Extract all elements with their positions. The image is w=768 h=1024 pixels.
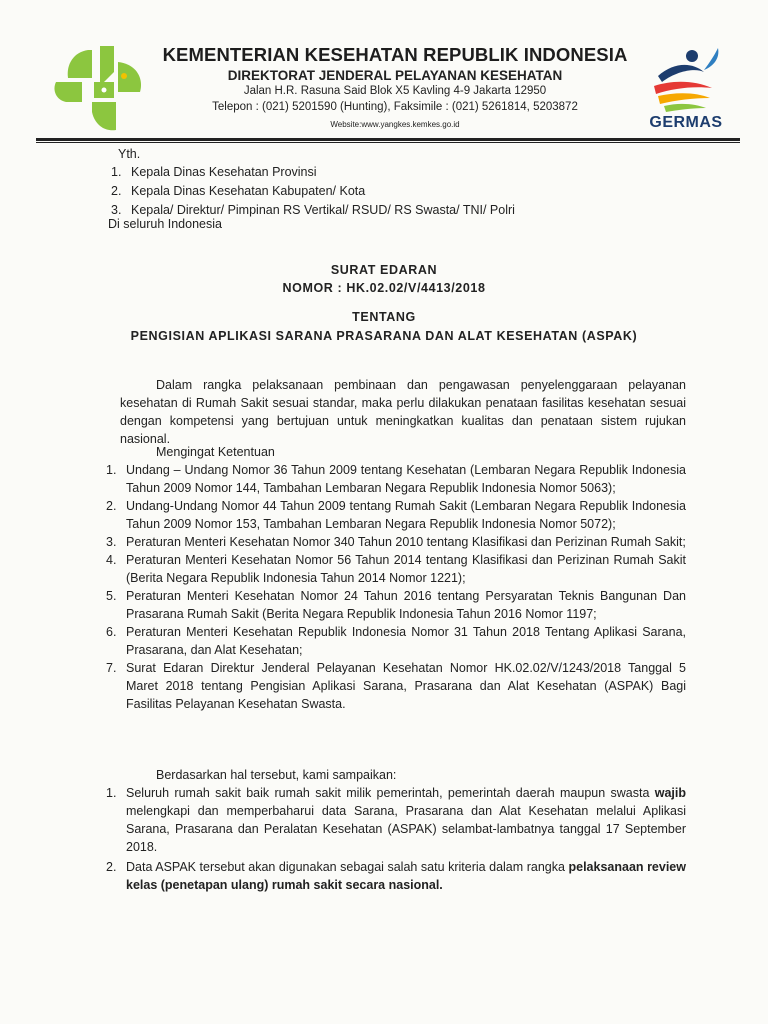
list-item: 1. Seluruh rumah sakit baik rumah sakit milik pemerintah, pemerintah daerah maupun swasta wajib melengkapi dan memperbaharui data Sarana, Prasarana dan Alat Kesehatan melalui Aplikasi Sarana, Prasarana dan Peralatan Kesehatan (ASPAK) selambat-lambatnya tanggal 17 September 2018. [106,786,686,854]
doc-number: NOMOR : HK.02.02/V/4413/2018 [282,281,486,295]
list-item: 1. Kepala Dinas Kesehatan Provinsi [111,165,317,179]
addressee-location: Di seluruh Indonesia [108,217,222,231]
salutation: Yth. [118,147,141,161]
list-item: 7. Surat Edaran Direktur Jenderal Pelayanan Kesehatan Nomor HK.02.02/V/1243/2018 Tanggal 5 Maret 2018 tentang Pengisian Aplikasi Sarana, Prasarana dan Alat Kesehatan (ASPAK) Bagi Fasilitas Pelayanan Kesehatan Swasta. [106,661,686,711]
list-item: 5. Peraturan Menteri Kesehatan Nomor 24 Tahun 2016 tentang Persyaratan Teknis Bangunan Dan Prasarana Rumah Sakit (Berita Negara Republik Indonesia Tahun 2016 Nomor 1197; [106,589,686,621]
directorate-name: DIREKTORAT JENDERAL PELAYANAN KESEHATAN [227,68,563,83]
office-website: Website:www.yangkes.kemkes.go.id [330,120,460,129]
list-item: 2. Kepala Dinas Kesehatan Kabupaten/ Kota [111,184,366,198]
office-address: Jalan H.R. Rasuna Said Blok X5 Kavling 4-9 Jakarta 12950 [243,85,547,97]
kemkes-logo [52,42,148,134]
addressee-list [111,163,671,220]
intro-paragraph: Dalam rangka pelaksanaan pembinaan dan pengawasan penyelenggaraan pelayanan kesehatan di Rumah Sakit sesuai standar, maka perlu dilakukan penataan fasilitas kesehatan sesuai dengan kompetensi yang bertujuan untuk meningkatkan kualitas dan penataan sistem rujukan nasional. [120,378,686,446]
list-item: 2. Undang-Undang Nomor 44 Tahun 2009 tentang Rumah Sakit (Lembaran Negara Republik Indonesia Tahun 2009 Nomor 153, Tambahan Lembaran Negara Republik Indonesia Nomor 5072); [106,499,686,531]
letterhead-rule-thin [36,142,740,143]
letterhead [150,44,640,131]
list-item: 4. Peraturan Menteri Kesehatan Nomor 56 Tahun 2014 tentang Klasifikasi dan Perizinan Rumah Sakit (Berita Negara Republik Indonesia Tahun 2014 Nomor 1221); [106,553,686,585]
based-label: Berdasarkan hal tersebut, kami sampaikan: [156,768,397,782]
doc-about: TENTANG [352,310,416,324]
list-item: 2. Data ASPAK tersebut akan digunakan sebagai salah satu kriteria dalam rangka pelaksanaan review kelas (penetapan ulang) rumah sakit secara nasional. [106,860,686,892]
considering-label: Mengingat Ketentuan [156,445,275,459]
doc-type: SURAT EDARAN [330,263,438,277]
office-phone: Telepon : (021) 5201590 (Hunting), Faksimile : (021) 5261814, 5203872 [212,101,578,113]
list-item: 3. Kepala/ Direktur/ Pimpinan RS Vertikal/ RSUD/ RS Swasta/ TNI/ Polri [111,203,515,217]
doc-subject: PENGISIAN APLIKASI SARANA PRASARANA DAN ALAT KESEHATAN (ASPAK) [130,329,638,343]
ministry-name: KEMENTERIAN KESEHATAN REPUBLIK INDONESIA [162,44,628,65]
list-item: 1. Undang – Undang Nomor 36 Tahun 2009 tentang Kesehatan (Lembaran Negara Republik Indonesia Tahun 2009 Nomor 144, Tambahan Lembaran Negara Republik Indonesia Nomor 5063); [106,463,686,495]
points-list [106,784,686,894]
list-item: 3. Peraturan Menteri Kesehatan Nomor 340 Tahun 2010 tentang Klasifikasi dan Perizinan Rumah Sakit; [106,535,686,549]
list-item: 6. Peraturan Menteri Kesehatan Republik Indonesia Nomor 31 Tahun 2018 Tentang Aplikasi Sarana, Prasarana, dan Alat Kesehatan; [106,625,686,657]
considering-list [106,461,686,713]
germas-label: GERMAS [649,114,723,131]
letterhead-rule-thick [36,138,740,141]
